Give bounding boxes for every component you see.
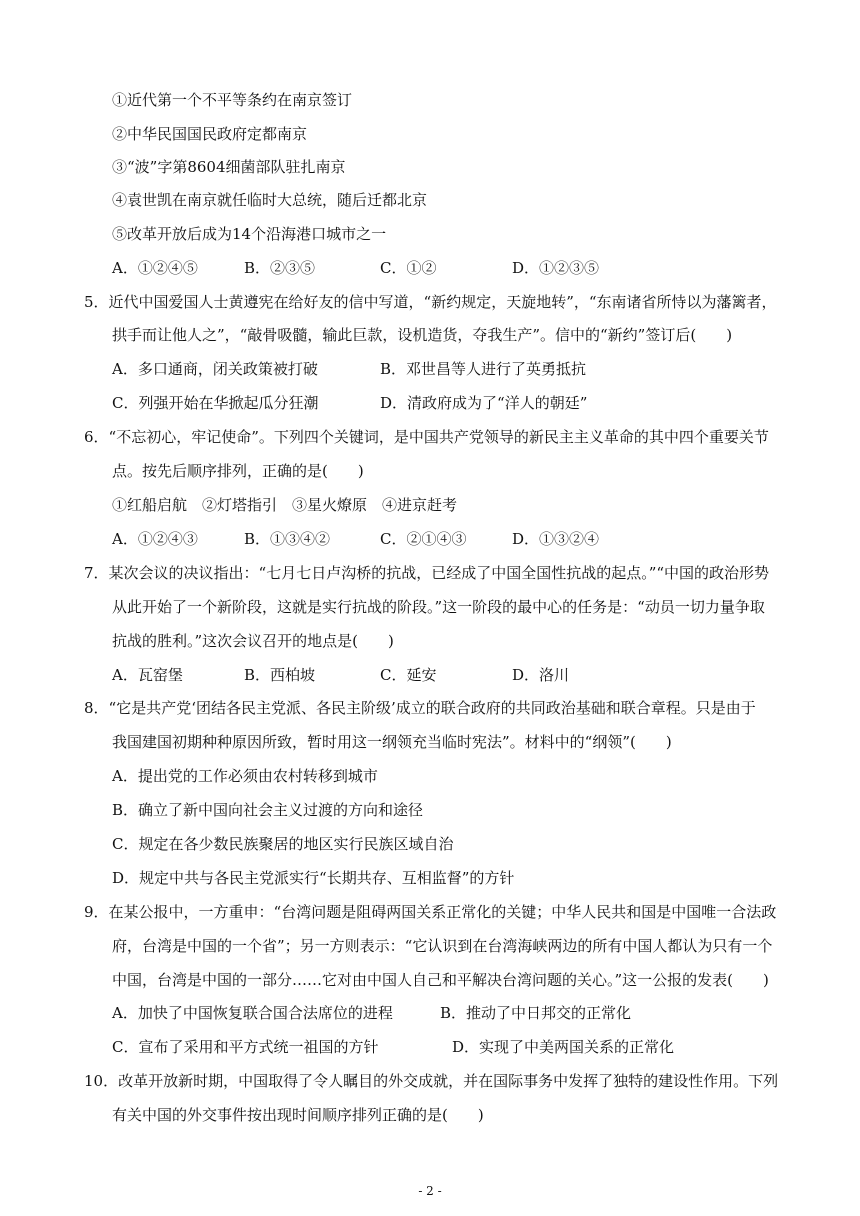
q9-option-c: C．宣布了采用和平方式统一祖国的方针 xyxy=(112,1038,379,1056)
q4-option-c: C．①② xyxy=(380,259,437,277)
q9-option-a: A．加快了中国恢复联合国合法席位的进程 xyxy=(112,1004,393,1022)
q4-option-a: A．①②④⑤ xyxy=(112,259,198,277)
q9-option-b: B．推动了中日邦交的正常化 xyxy=(440,1004,632,1022)
q6-option-d: D．①③②④ xyxy=(512,530,600,548)
q8-option-b: B．确立了新中国向社会主义过渡的方向和途径 xyxy=(112,801,424,819)
q5-option-c: C．列强开始在华掀起瓜分狂潮 xyxy=(112,394,319,412)
q8-option-c: C．规定在各少数民族聚居的地区实行民族区域自治 xyxy=(112,835,454,853)
q6-option-c: C．②①④③ xyxy=(380,530,467,548)
q4-item-5: ⑤改革开放后成为14个沿海港口城市之一 xyxy=(112,225,387,243)
q7-stem-line-3: 抗战的胜利。”这次会议召开的地点是( ) xyxy=(112,632,394,650)
q4-option-d: D．①②③⑤ xyxy=(512,259,600,277)
q9-stem-line-2: 府，台湾是中国的一个省”；另一方则表示：“它认识到在台湾海峡两边的所有中国人都认为只有一个 xyxy=(112,937,773,955)
q9-stem-line-3: 中国，台湾是中国的一部分……它对由中国人自己和平解决台湾问题的关心。”这一公报的发表( ) xyxy=(112,971,769,989)
q8-stem-line-1: 8．“它是共产党‘团结各民主党派、各民主阶级’成立的联合政府的共同政治基础和联合章程。只是由于 xyxy=(84,699,756,717)
q6-keywords: ①红船启航 ②灯塔指引 ③星火燎原 ④进京赶考 xyxy=(112,496,458,514)
q7-option-a: A．瓦窑堡 xyxy=(112,666,183,684)
q5-stem-line-2: 拱手而让他人之”，“敲骨吸髓，输此巨款，设机造货，夺我生产”。信中的“新约”签订后( ) xyxy=(112,326,733,344)
q5-stem-line-1: 5．近代中国爱国人士黄遵宪在给好友的信中写道，“新约规定，天旋地转”，“东南诸省所恃以为藩篱者， xyxy=(84,293,777,311)
q5-option-a: A．多口通商，闭关政策被打破 xyxy=(112,360,318,378)
q4-item-2: ②中华民国国民政府定都南京 xyxy=(112,125,308,143)
q5-option-b: B．邓世昌等人进行了英勇抵抗 xyxy=(380,360,587,378)
q6-stem-line-2: 点。按先后顺序排列，正确的是( ) xyxy=(112,462,364,480)
q10-stem-line-1: 10．改革开放新时期，中国取得了令人瞩目的外交成就，并在国际事务中发挥了独特的建设性作用。下列 xyxy=(84,1072,779,1090)
q4-option-b: B．②③⑤ xyxy=(244,259,316,277)
q9-option-d: D．实现了中美两国关系的正常化 xyxy=(452,1038,675,1056)
q6-option-a: A．①②④③ xyxy=(112,530,198,548)
q8-stem-line-2: 我国建国初期种种原因所致，暂时用这一纲领充当临时宪法”。材料中的“纲领”( ) xyxy=(112,733,672,751)
q8-option-d: D．规定中共与各民主党派实行“长期共存、互相监督”的方针 xyxy=(112,869,515,887)
q7-option-b: B．西柏坡 xyxy=(244,666,316,684)
q6-stem-line-1: 6．“不忘初心，牢记使命”。下列四个关键词，是中国共产党领导的新民主主义革命的其中四个重要关节 xyxy=(84,428,769,446)
q4-item-3: ③“波”字第8604细菌部队驻扎南京 xyxy=(112,158,346,176)
q10-stem-line-2: 有关中国的外交事件按出现时间顺序排列正确的是( ) xyxy=(112,1106,484,1124)
q4-item-4: ④袁世凯在南京就任临时大总统，随后迁都北京 xyxy=(112,191,428,209)
q9-stem-line-1: 9．在某公报中，一方重申：“台湾问题是阻碍两国关系正常化的关键；中华人民共和国是中国唯一合法政 xyxy=(84,903,777,921)
q7-stem-line-1: 7．某次会议的决议指出：“七月七日卢沟桥的抗战，已经成了中国全国性抗战的起点。”“中国的政治形势 xyxy=(84,564,770,582)
q4-item-1: ①近代第一个不平等条约在南京签订 xyxy=(112,91,353,109)
page-number: - 2 - xyxy=(418,1184,442,1198)
q7-option-d: D．洛川 xyxy=(512,666,570,684)
q7-option-c: C．延安 xyxy=(380,666,437,684)
q5-option-d: D．清政府成为了“洋人的朝廷” xyxy=(380,394,588,412)
q7-stem-line-2: 从此开始了一个新阶段，这就是实行抗战的阶段。”这一阶段的最中心的任务是：“动员一切力量争取 xyxy=(112,598,765,616)
q6-option-b: B．①③④② xyxy=(244,530,331,548)
q8-option-a: A．提出党的工作必须由农村转移到城市 xyxy=(112,767,378,785)
